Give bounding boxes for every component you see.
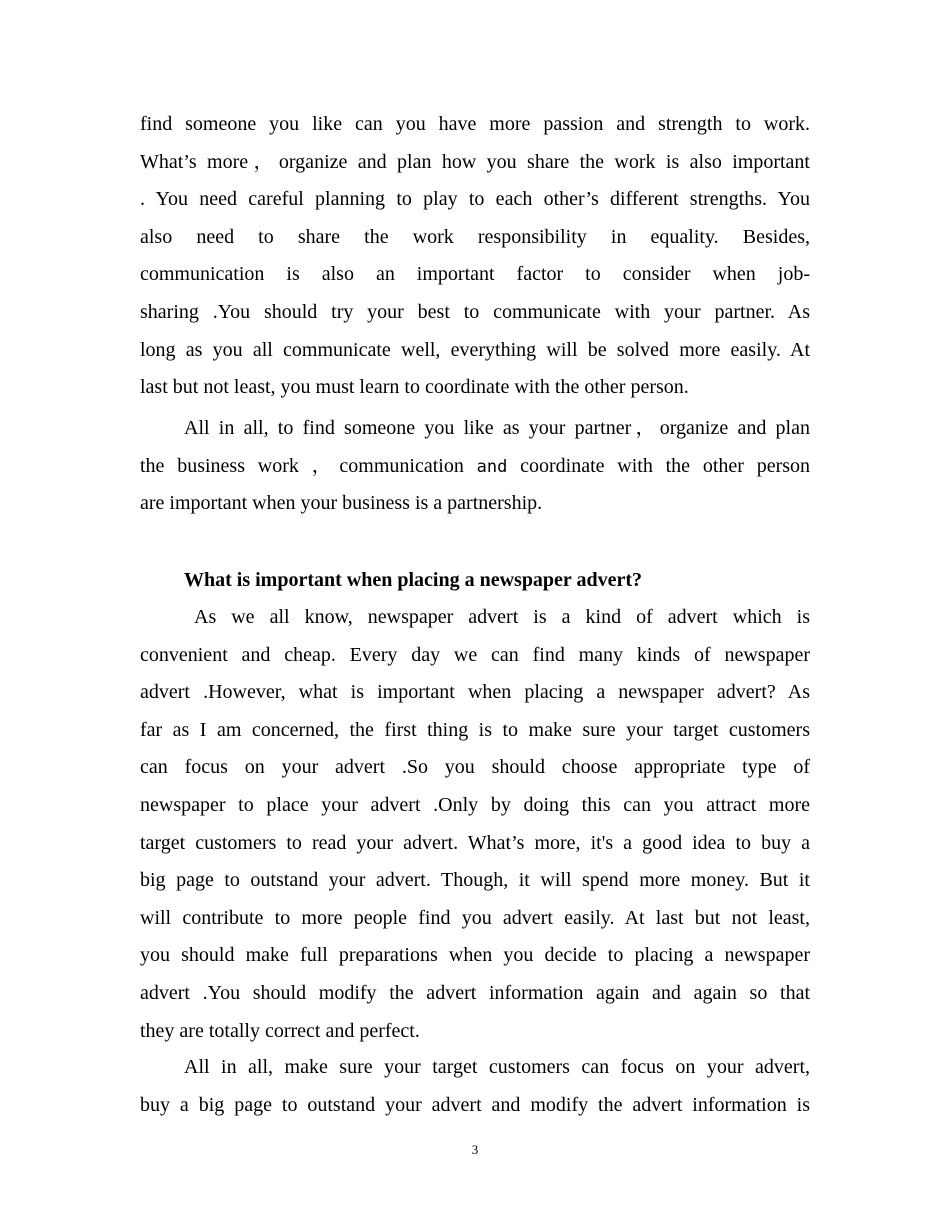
text-line: newspaper to place your advert .Only by doing this can you attract more xyxy=(140,793,810,816)
text-line: far as I am concerned, the first thing is to make sure your target customers xyxy=(140,718,810,741)
paragraph-job-sharing xyxy=(140,106,810,407)
text-line: sharing .You should try your best to communicate with your partner. As xyxy=(140,300,810,323)
text-line: find someone you like can you have more passion and strength to work. xyxy=(140,113,810,135)
text-segment: coordinate with the other person xyxy=(520,454,811,477)
text-line: last but not least, you must learn to coordinate with the other person. xyxy=(140,376,689,399)
text-line: advert .You should modify the advert information again and again so that xyxy=(140,981,810,1004)
text-line: you should make full preparations when you decide to placing a newspaper xyxy=(140,944,810,967)
text-segment: the business work ，communication xyxy=(140,454,464,477)
page-number: 3 xyxy=(471,1142,479,1157)
text-line xyxy=(140,448,810,486)
text-line: long as you all communicate well, everything will be solved more easily. At xyxy=(140,338,810,361)
text-line: All in all, make sure your target customers can focus on your advert, xyxy=(184,1056,810,1078)
paragraph-newspaper-advert xyxy=(140,599,810,1050)
paragraph-partnership-summary xyxy=(140,410,810,523)
text-line: All in all, to find someone you like as your partner，organize and plan xyxy=(184,417,810,439)
text-segment: and xyxy=(476,456,508,477)
text-line: As we all know, newspaper advert is a kind of advert which is xyxy=(194,606,810,628)
text-line: big page to outstand your advert. Though, it will spend more money. But it xyxy=(140,869,810,892)
text-line: they are totally correct and perfect. xyxy=(140,1019,420,1042)
text-line: communication is also an important factor to consider when job- xyxy=(140,263,810,286)
text-line: What’s more，organize and plan how you share the work is also important xyxy=(140,150,810,173)
section-heading: What is important when placing a newspaper advert? xyxy=(184,569,642,591)
text-line: . You need careful planning to play to each other’s different strengths. You xyxy=(140,188,810,211)
text-line: buy a big page to outstand your advert and modify the advert information is xyxy=(140,1093,810,1116)
text-line: will contribute to more people find you advert easily. At last but not least, xyxy=(140,906,810,929)
text-line: can focus on your advert .So you should choose appropriate type of xyxy=(140,756,810,779)
paragraph-advert-summary xyxy=(140,1049,810,1124)
text-line: target customers to read your advert. What’s more, it's a good idea to buy a xyxy=(140,831,810,854)
text-line: advert .However, what is important when placing a newspaper advert? As xyxy=(140,681,810,704)
text-line: convenient and cheap. Every day we can find many kinds of newspaper xyxy=(140,643,810,666)
text-line: are important when your business is a partnership. xyxy=(140,492,543,515)
text-line: also need to share the work responsibility in equality. Besides, xyxy=(140,225,810,248)
